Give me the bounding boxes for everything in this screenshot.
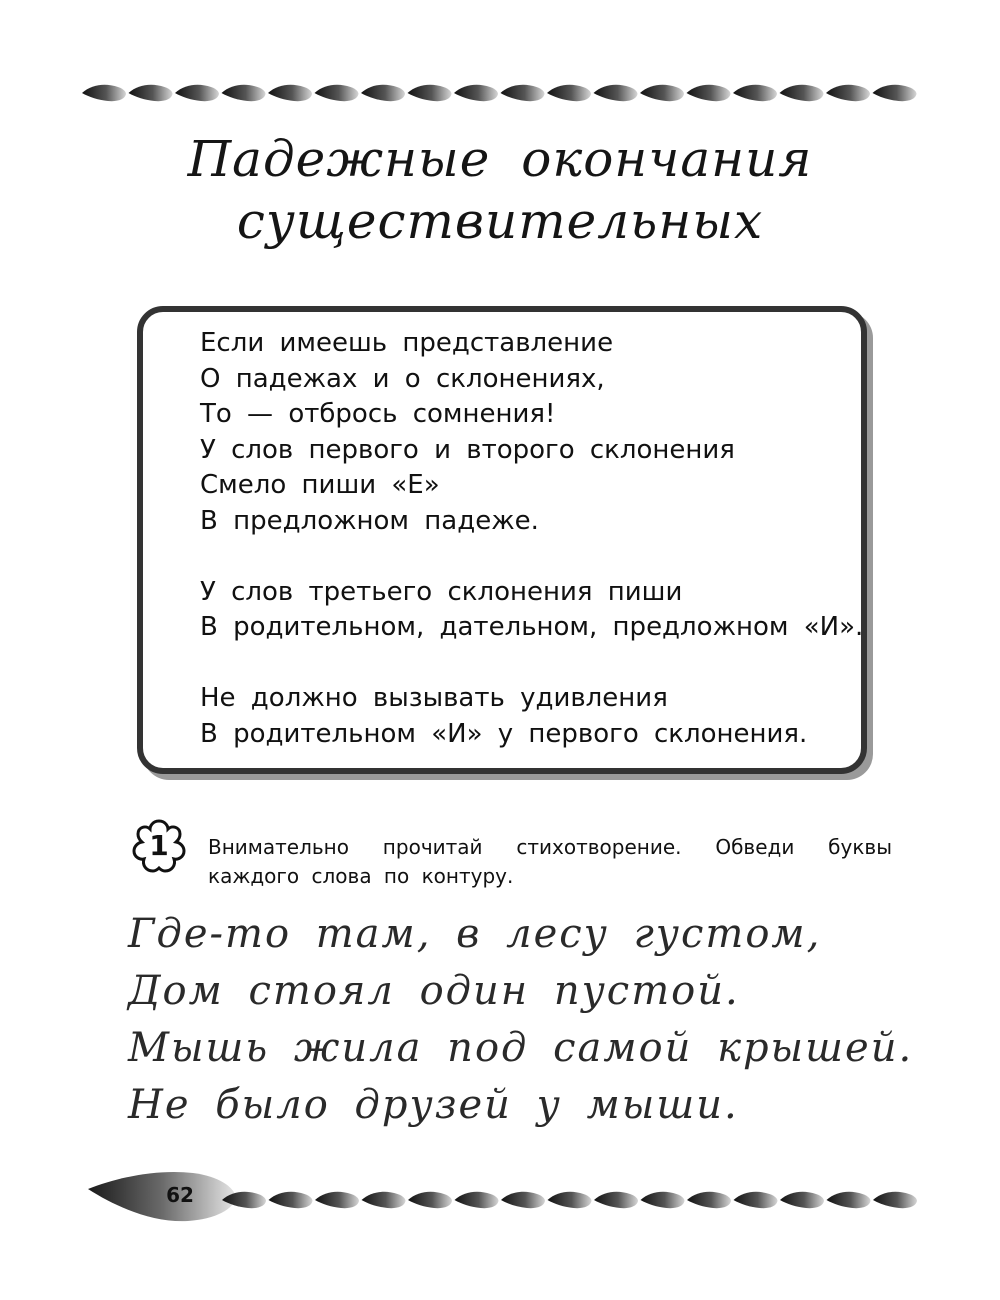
poem-line: Мышь жила под самой крышей.	[128, 1025, 914, 1071]
leaf-ornament-icon	[826, 85, 870, 101]
leaf-ornament-icon	[733, 85, 777, 101]
leaf-ornament-icon	[408, 1192, 452, 1208]
page-number: 62	[166, 1183, 194, 1207]
leaf-ornament-icon	[362, 1192, 406, 1208]
title-line-2: существительных	[236, 192, 764, 250]
leaf-ornament-icon	[408, 85, 452, 101]
leaf-ornament-icon	[268, 85, 312, 101]
rule-line: Если имеешь представление	[200, 328, 614, 358]
leaf-ornament-icon	[129, 85, 173, 101]
leaf-ornament-icon	[454, 85, 498, 101]
leaf-ornament-icon	[594, 85, 638, 101]
leaf-ornament-icon	[222, 85, 266, 101]
bottom-leaf-ornament-icon	[220, 1185, 920, 1215]
leaf-ornament-icon	[827, 1192, 871, 1208]
title-line-1: Падежные окончания	[187, 130, 813, 188]
rule-line: В родительном «И» у первого склонения.	[200, 718, 808, 749]
leaf-ornament-icon	[501, 1192, 545, 1208]
leaf-ornament-icon	[361, 85, 405, 101]
leaf-ornament-icon	[687, 85, 731, 101]
leaf-ornament-icon	[82, 85, 126, 101]
leaf-ornament-icon	[640, 85, 684, 101]
leaf-ornament-icon	[594, 1192, 638, 1208]
leaf-ornament-icon	[780, 1192, 824, 1208]
rule-line: У слов первого и второго склонения	[200, 434, 735, 465]
leaf-ornament-icon	[687, 1192, 731, 1208]
rule-line: Смело пиши «Е»	[200, 470, 440, 500]
leaf-ornament-icon	[315, 1192, 359, 1208]
stanza-gap	[200, 646, 880, 682]
rule-line: В родительном, дательном, предложном «И».	[200, 612, 864, 642]
poem-line: Дом стоял один пустой.	[128, 968, 740, 1014]
poem-line: Где-то там, в лесу густом,	[128, 911, 822, 957]
rule-line: Не должно вызывать удивления	[200, 683, 668, 713]
leaf-ornament-icon	[734, 1192, 778, 1208]
poem-line: Не было друзей у мыши.	[128, 1082, 739, 1128]
leaf-ornament-icon	[547, 85, 591, 101]
rule-line: В предложном падеже.	[200, 505, 539, 536]
leaf-ornament-icon	[780, 85, 824, 101]
rule-line: О падежах и о склонениях,	[200, 363, 605, 394]
leaf-ornament-icon	[175, 85, 219, 101]
task-number: 1	[149, 829, 169, 862]
leaf-ornament-icon	[455, 1192, 499, 1208]
leaf-ornament-icon	[501, 85, 545, 101]
leaf-ornament-icon	[873, 85, 917, 101]
rule-text	[200, 326, 880, 752]
rule-line: У слов третьего склонения пиши	[200, 576, 683, 607]
leaf-ornament-icon	[641, 1192, 685, 1208]
page-title	[0, 128, 1000, 252]
top-leaf-ornament-icon	[80, 78, 920, 108]
leaf-ornament-icon	[222, 1192, 266, 1208]
leaf-ornament-icon	[315, 85, 359, 101]
task-number-badge	[128, 815, 190, 877]
stanza-gap	[200, 539, 880, 575]
task-instruction: Внимательно прочитай стихотворение. Обведи буквы каждого слова по контуру.	[208, 835, 892, 888]
leaf-ornament-icon	[269, 1192, 313, 1208]
rule-line: То — отбрось сомнения!	[200, 399, 556, 429]
cursive-poem	[128, 906, 914, 1134]
leaf-ornament-icon	[548, 1192, 592, 1208]
leaf-ornament-icon	[873, 1192, 917, 1208]
